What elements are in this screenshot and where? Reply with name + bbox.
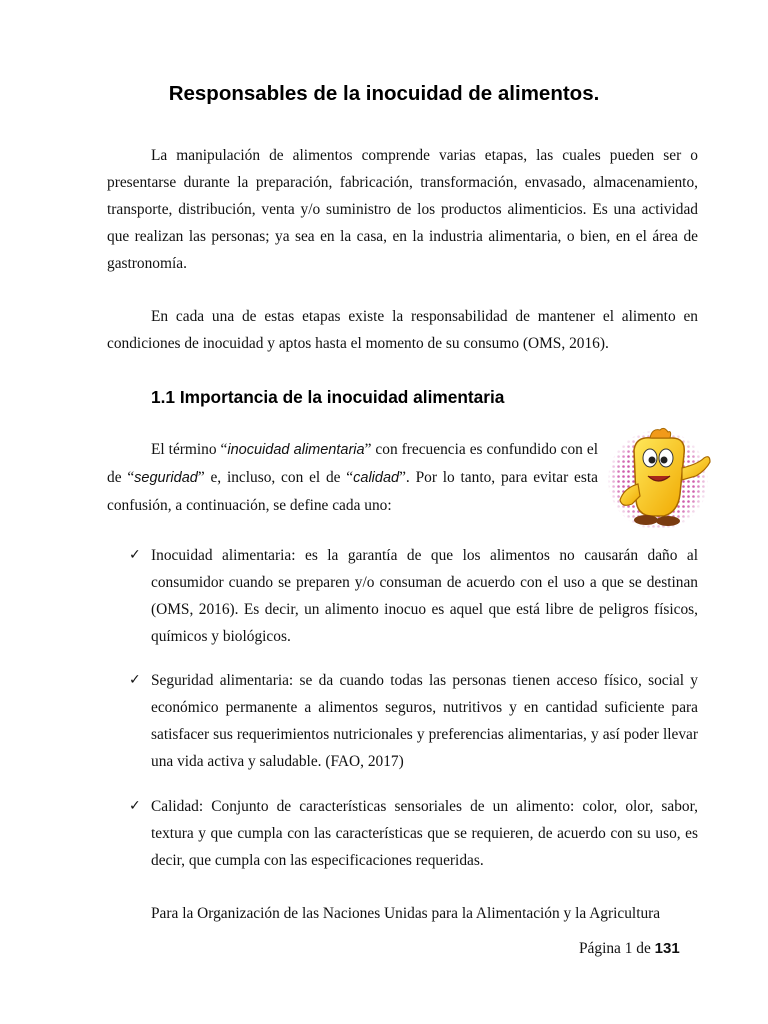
list-item bbox=[129, 542, 698, 650]
page-total: 131 bbox=[654, 940, 680, 957]
term-seguridad: seguridad bbox=[134, 470, 198, 486]
page-title: Responsables de la inocuidad de alimentos. bbox=[168, 82, 600, 105]
list-item bbox=[129, 667, 698, 775]
term-inocuidad: inocuidad alimentaria bbox=[227, 442, 365, 458]
paragraph-fao: Para la Organización de las Naciones Unidas para la Alimentación y la Agricultura bbox=[151, 905, 661, 922]
bullet-text: Calidad: Conjunto de características sensoriales de un alimento: color, olor, sabor, textura y que cumpla con las características que se requieren, de acuerdo con su uso, es decir, que cumpla con las especificaciones requeridas. bbox=[151, 798, 698, 869]
section-heading: 1.1 Importancia de la inocuidad alimentaria bbox=[151, 387, 505, 407]
checkmark-icon: ✓ bbox=[129, 798, 141, 814]
text-segment: ” con frecuencia es confundido con el de “ bbox=[107, 441, 598, 486]
bullet-text: Seguridad alimentaria: se da cuando todas las personas tienen acceso físico, social y económico permanente a alimentos seguros, nutritivos y en cantidad suficiente para satisfacer sus requerimientos nutricionales y preferencias alimentarias, y así poder llevar una vida activa y saludable. (FAO, 2017) bbox=[151, 672, 698, 770]
text-segment: ” e, incluso, con el de “ bbox=[197, 469, 354, 486]
list-item bbox=[129, 793, 698, 874]
cartoon-mascot-icon bbox=[606, 424, 716, 532]
term-calidad: calidad bbox=[353, 470, 400, 486]
paragraph-intro: La manipulación de alimentos comprende varias etapas, las cuales pueden ser o presentarse durante la preparación, fabricación, transformación, envasado, almacenamiento, transporte, distribución, venta y/o suministro de los productos alimenticios. Es una actividad que realizan las personas; ya sea en la casa, en la industria alimentaria, o bien, en el área de gastronomía. bbox=[107, 147, 698, 272]
checkmark-icon: ✓ bbox=[129, 672, 141, 688]
page-number-prefix: Página 1 de bbox=[579, 940, 655, 957]
text-segment: ”. Por lo tanto, para evitar esta confusión, a continuación, se define cada uno: bbox=[107, 469, 598, 514]
checkmark-icon: ✓ bbox=[129, 547, 141, 563]
text-segment: El término “ bbox=[151, 441, 228, 458]
paragraph-responsibility: En cada una de estas etapas existe la responsabilidad de mantener el alimento en condiciones de inocuidad y aptos hasta el momento de su consumo (OMS, 2016). bbox=[107, 308, 698, 352]
paragraph-definitions-intro bbox=[107, 436, 598, 519]
page-number bbox=[579, 940, 680, 958]
bullet-text: Inocuidad alimentaria: es la garantía de que los alimentos no causarán daño al consumidor cuando se preparen y/o consuman de acuerdo con el uso a que se destinan (OMS, 2016). Es decir, un alimento inocuo es aquel que está libre de peligros físicos, químicos y biológicos. bbox=[151, 547, 698, 645]
